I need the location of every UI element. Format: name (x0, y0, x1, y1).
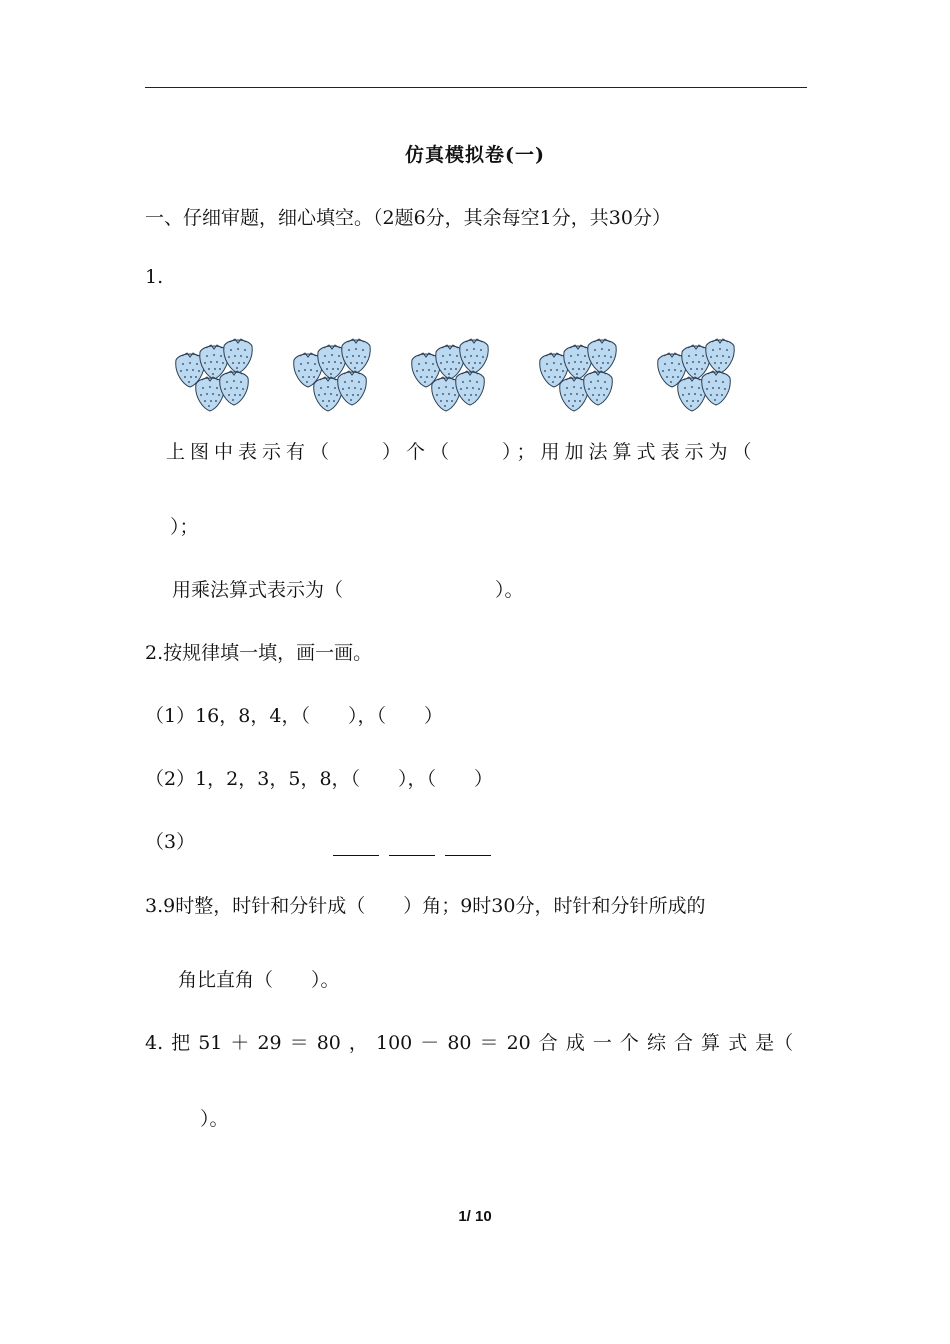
question-2-item-1: （1）16，8，4，（ ），（ ） (145, 705, 443, 727)
strawberry-icon (706, 339, 735, 373)
question-1-line-2: ）； (170, 516, 199, 538)
question-3-line-2: 角比直角（ ）。 (178, 969, 340, 991)
section-heading: 一、仔细审题，细心填空。（2题6分，其余每空1分，共30分） (145, 207, 671, 229)
strawberry-group (540, 339, 617, 411)
strawberry-group (658, 339, 735, 411)
strawberry-group (176, 339, 253, 411)
strawberry-group (294, 339, 371, 411)
strawberry-icon (224, 339, 253, 373)
question-2-item-2: （2）1，2，3，5，8，（ ），（ ） (145, 768, 494, 790)
question-3-line-1: 3.9时整，时针和分针成（ ）角；9时30分，时针和分针所成的 (145, 895, 706, 917)
strawberry-icon (338, 371, 367, 405)
strawberry-icon (456, 371, 485, 405)
header-rule (145, 87, 807, 88)
question-4-line-2: ）。 (200, 1108, 229, 1130)
strawberry-groups (170, 334, 750, 416)
question-2-item-3: （3） (145, 831, 196, 853)
page-number: 1/ 10 (458, 1208, 492, 1225)
strawberry-icon (460, 339, 489, 373)
question-1-line-3: 用乘法算式表示为（ ）。 (172, 579, 524, 601)
question-1-number: 1. (145, 266, 164, 288)
strawberry-icon (584, 371, 613, 405)
strawberry-illustration (170, 334, 750, 416)
answer-blank (389, 854, 435, 856)
strawberry-icon (342, 339, 371, 373)
question-4-line-1: 4. 把 51 ＋ 29 ＝ 80 ， 100 － 80 ＝ 20 合 成 一 个 综 合 算 式 是（ (145, 1032, 794, 1054)
strawberry-icon (702, 371, 731, 405)
page-title: 仿真模拟卷(一) (405, 144, 545, 166)
strawberry-group (412, 339, 489, 411)
strawberry-icon (220, 371, 249, 405)
answer-blank (445, 854, 491, 856)
question-2-heading: 2.按规律填一填，画一画。 (145, 642, 373, 664)
answer-blanks (333, 844, 501, 863)
question-1-line-1: 上图中表示有（ ）个（ ）；用加法算式表示为（ (166, 441, 757, 463)
answer-blank (333, 854, 379, 856)
strawberry-icon (588, 339, 617, 373)
